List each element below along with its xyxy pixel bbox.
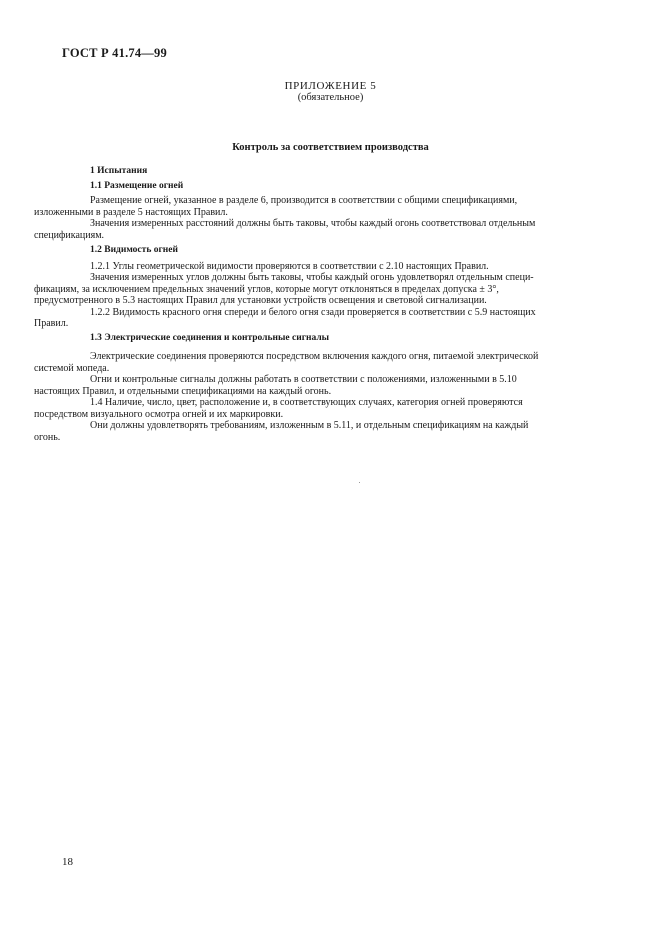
page-number: 18 <box>62 856 73 868</box>
annex-heading <box>0 80 661 104</box>
section-1-1-paragraph-1 <box>34 195 600 218</box>
section-1-2-1-paragraph: 1.2.1 Углы геометрической видимости проверяются в соответствии с 2.10 настоящих Правил. <box>90 260 489 272</box>
section-1-4-paragraph-1 <box>34 397 600 420</box>
section-1-2-2-paragraph <box>34 306 600 330</box>
text-line: Они должны удовлетворять требованиям, изложенным в 5.11, и отдельным спецификациям на каждый <box>90 420 529 431</box>
text-line: фикациям, за исключением предельных значений углов, которые могут отклоняться в пределах допуска ± 3°, <box>34 283 499 295</box>
text-line: системой мопеда. <box>34 362 110 374</box>
text-line: посредством визуального осмотра огней и их маркировки. <box>34 408 284 420</box>
section-1-1-paragraph-2 <box>34 218 600 241</box>
section-1-3-paragraph-1 <box>34 351 600 374</box>
document-title: Контроль за соответствием производства <box>232 142 429 153</box>
text-line: Правил. <box>34 318 69 329</box>
text-line: Значения измеренных расстояний должны быть таковы, чтобы каждый огонь соответствовал отдельным <box>90 218 536 229</box>
section-1-2-paragraph-2 <box>34 272 600 307</box>
text-line: огонь. <box>34 431 61 443</box>
text-line: Значения измеренных углов должны быть таковы, чтобы каждый огонь удовлетворял отдельным специ- <box>90 272 534 283</box>
annex-title: ПРИЛОЖЕНИЕ 5 <box>284 80 377 92</box>
text-line: настоящих Правил, и отдельными спецификациями на каждый огонь. <box>34 385 332 397</box>
section-1-2-heading: 1.2 Видимость огней <box>90 245 178 255</box>
scan-speck <box>359 482 360 483</box>
document-code: ГОСТ Р 41.74—99 <box>62 46 167 60</box>
text-line: Электрические соединения проверяются посредством включения каждого огня, питаемой электрической <box>90 351 539 362</box>
text-line: 1.4 Наличие, число, цвет, расположение и, в соответствующих случаях, категория огней проверяются <box>90 397 523 408</box>
text-line: Размещение огней, указанное в разделе 6, производится в соответствии с общими спецификациями, <box>90 195 518 206</box>
text-line: Огни и контрольные сигналы должны работать в соответствии с положениями, изложенными в 5.10 <box>90 374 517 385</box>
section-1-4-paragraph-2 <box>34 420 600 443</box>
document-body <box>34 166 600 443</box>
section-1-3-heading: 1.3 Электрические соединения и контрольные сигналы <box>90 332 330 343</box>
text-line: предусмотренного в 5.3 настоящих Правил для установки устройств освещения и световой сигнализации. <box>34 295 487 306</box>
text-line: изложенными в разделе 5 настоящих Правил. <box>34 206 228 218</box>
text-line: 1.2.2 Видимость красного огня спереди и белого огня сзади проверяется в соответствии с 5.9 настоящих <box>90 306 536 318</box>
section-1-1-heading: 1.1 Размещение огней <box>90 180 184 191</box>
annex-subtitle: (обязательное) <box>297 92 364 103</box>
section-1-heading: 1 Испытания <box>90 166 148 176</box>
section-1-3-paragraph-2 <box>34 374 600 397</box>
text-line: спецификациям. <box>34 229 105 241</box>
